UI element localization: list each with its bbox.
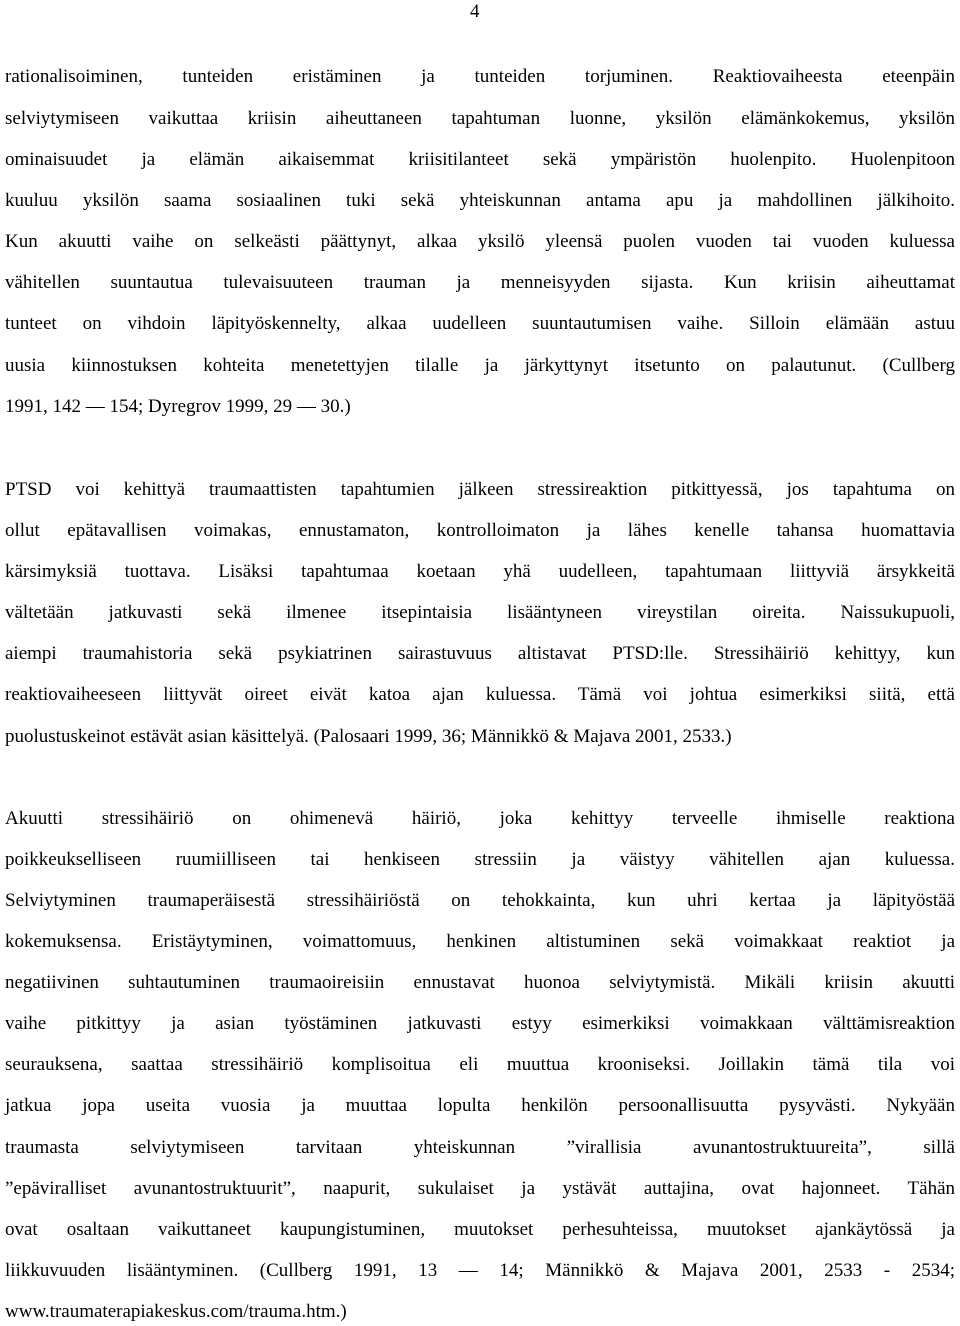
text-line: reaktiovaiheeseen liittyvät oireet eivät katoa ajan kuluessa. Tämä voi johtua esimerkiksi siitä, että bbox=[5, 684, 955, 705]
text-line: negatiivinen suhtautuminen traumaoireisiin ennustavat huonoa selviytymistä. Mikäli kriisin akuutti bbox=[5, 972, 955, 993]
text-line: aiempi traumahistoria sekä psykiatrinen sairastuvuus altistavat PTSD:lle. Stressihäiriö kehittyy, kun bbox=[5, 643, 955, 664]
text-line: 1991, 142 — 154; Dyregrov 1999, 29 — 30.) bbox=[5, 396, 351, 417]
text-line: PTSD voi kehittyä traumaattisten tapahtumien jälkeen stressireaktion pitkittyessä, jos tapahtuma on bbox=[5, 479, 955, 500]
text-line: Selviytyminen traumaperäisestä stressihäiriöstä on tehokkainta, kun uhri kertaa ja läpityöstää bbox=[5, 890, 955, 911]
text-line: kuuluu yksilön saama sosiaalinen tuki sekä yhteiskunnan antama apu ja mahdollinen jälkihoito. bbox=[5, 190, 955, 211]
text-line: traumasta selviytymiseen tarvitaan yhteiskunnan ”virallisia avunantostruktuureita”, sillä bbox=[5, 1137, 955, 1158]
text-line: kärsimyksiä tuottava. Lisäksi tapahtumaa koetaan yhä uudelleen, tapahtumaan liittyviä ärsykkeitä bbox=[5, 561, 955, 582]
text-line: uusia kiinnostuksen kohteita menetettyjen tilalle ja järkyttynyt itsetunto on palautunut. (Cullberg bbox=[5, 355, 955, 376]
text-line: ovat osaltaan vaikuttaneet kaupungistuminen, muutokset perhesuhteissa, muutokset ajankäytössä ja bbox=[5, 1219, 955, 1240]
text-line: kokemuksensa. Eristäytyminen, voimattomuus, henkinen altistuminen sekä voimakkaat reaktiot ja bbox=[5, 931, 955, 952]
text-line: Kun akuutti vaihe on selkeästi päättynyt, alkaa yksilö yleensä puolen vuoden tai vuoden kuluessa bbox=[5, 231, 955, 252]
text-line: vältetään jatkuvasti sekä ilmenee itsepintaisia lisääntyneen vireystilan oireita. Naissukupuoli, bbox=[5, 602, 955, 623]
text-line: vähitellen suuntautua tulevaisuuteen trauman ja menneisyyden sijasta. Kun kriisin aiheuttamat bbox=[5, 272, 955, 293]
text-line: liikkuvuuden lisääntyminen. (Cullberg 1991, 13 — 14; Männikkö & Majava 2001, 2533 - 2534; bbox=[5, 1260, 955, 1281]
text-line: vaihe pitkittyy ja asian työstäminen jatkuvasti estyy esimerkiksi voimakkaan välttämisreaktion bbox=[5, 1013, 955, 1034]
text-line: seurauksena, saattaa stressihäiriö komplisoitua eli muuttua krooniseksi. Joillakin tämä tila voi bbox=[5, 1054, 955, 1075]
text-line: ”epäviralliset avunantostruktuurit”, naapurit, sukulaiset ja ystävät auttajina, ovat hajonneet. Tähän bbox=[5, 1178, 955, 1199]
text-line: rationalisoiminen, tunteiden eristäminen ja tunteiden torjuminen. Reaktiovaiheesta eteenpäin bbox=[5, 66, 955, 87]
text-line: ollut epätavallisen voimakas, ennustamaton, kontrolloimaton ja lähes kenelle tahansa huomattavia bbox=[5, 520, 955, 541]
text-line: puolustuskeinot estävät asian käsittelyä. (Palosaari 1999, 36; Männikkö & Majava 2001, 2533.) bbox=[5, 726, 732, 747]
text-line: poikkeukselliseen ruumiilliseen tai henkiseen stressiin ja väistyy vähitellen ajan kuluessa. bbox=[5, 849, 955, 870]
text-line: ominaisuudet ja elämän aikaisemmat kriisitilanteet sekä ympäristön huolenpito. Huolenpitoon bbox=[5, 149, 955, 170]
text-line: www.traumaterapiakeskus.com/trauma.htm.) bbox=[5, 1301, 347, 1322]
text-line: tunteet on vihdoin läpityöskennelty, alkaa uudelleen suuntautumisen vaihe. Silloin elämään astuu bbox=[5, 313, 955, 334]
page-number: 4 bbox=[470, 1, 480, 22]
text-line: Akuutti stressihäiriö on ohimenevä häiriö, joka kehittyy terveelle ihmiselle reaktiona bbox=[5, 808, 955, 829]
text-line: jatkua jopa useita vuosia ja muuttaa lopulta henkilön persoonallisuutta pysyvästi. Nykyään bbox=[5, 1095, 955, 1116]
text-line: selviytymiseen vaikuttaa kriisin aiheuttaneen tapahtuman luonne, yksilön elämänkokemus, yksilön bbox=[5, 108, 955, 129]
